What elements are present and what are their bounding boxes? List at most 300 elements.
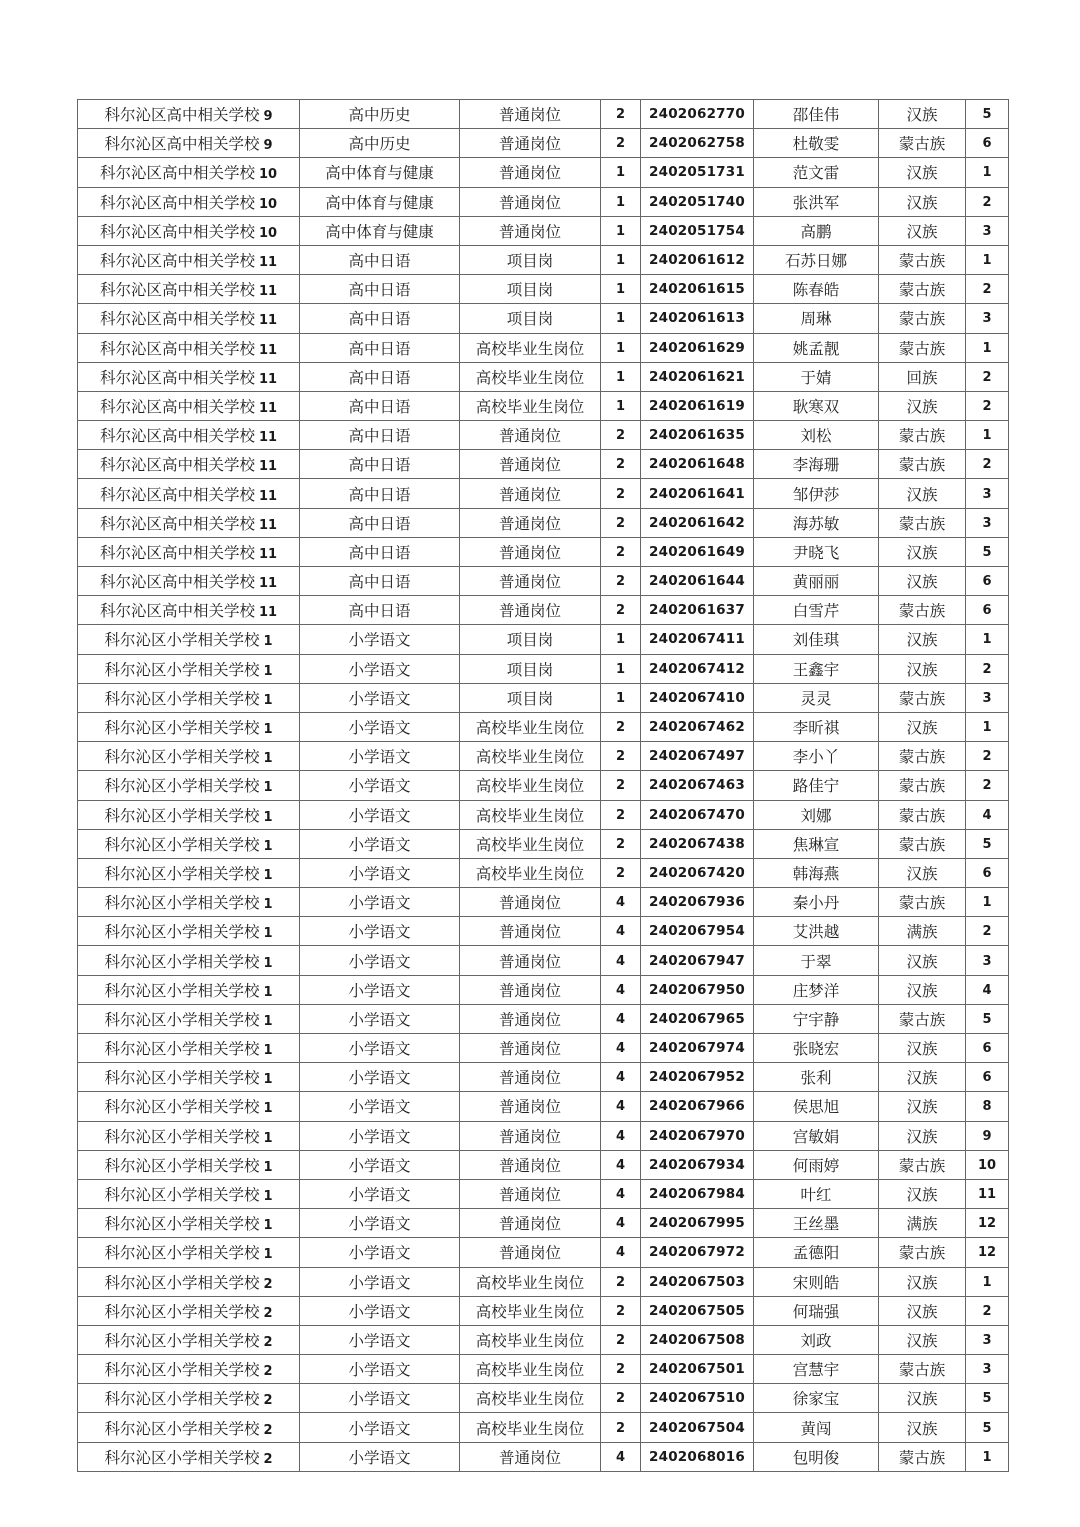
cell-school: 科尔沁区小学相关学校 1 (78, 654, 300, 683)
table-row (78, 596, 1009, 625)
cell-position-type: 普通岗位 (460, 1034, 601, 1063)
cell-candidate-id: 2402068016 (641, 1442, 754, 1471)
cell-rank: 2 (966, 917, 1009, 946)
results-table (77, 99, 1009, 1472)
cell-position-type: 高校毕业生岗位 (460, 771, 601, 800)
cell-position-type: 项目岗 (460, 304, 601, 333)
cell-subject: 高中日语 (300, 596, 460, 625)
cell-candidate-id: 2402067974 (641, 1034, 754, 1063)
cell-ethnicity: 汉族 (879, 479, 966, 508)
cell-candidate-id: 2402067438 (641, 829, 754, 858)
cell-position-type: 项目岗 (460, 683, 601, 712)
cell-candidate-id: 2402062770 (641, 100, 754, 129)
cell-ethnicity: 回族 (879, 362, 966, 391)
cell-school: 科尔沁区高中相关学校 11 (78, 450, 300, 479)
cell-position-type: 普通岗位 (460, 1150, 601, 1179)
cell-name: 邵佳伟 (754, 100, 879, 129)
cell-candidate-id: 2402067501 (641, 1355, 754, 1384)
cell-count: 2 (601, 712, 641, 741)
cell-ethnicity: 蒙古族 (879, 508, 966, 537)
cell-position-type: 普通岗位 (460, 917, 601, 946)
cell-position-type: 项目岗 (460, 275, 601, 304)
cell-ethnicity: 汉族 (879, 1267, 966, 1296)
cell-count: 2 (601, 1325, 641, 1354)
cell-ethnicity: 汉族 (879, 1063, 966, 1092)
cell-subject: 小学语文 (300, 1442, 460, 1471)
cell-subject: 小学语文 (300, 858, 460, 887)
cell-count: 4 (601, 1179, 641, 1208)
table-row (78, 421, 1009, 450)
cell-school: 科尔沁区高中相关学校 11 (78, 304, 300, 333)
cell-candidate-id: 2402067952 (641, 1063, 754, 1092)
cell-candidate-id: 2402062758 (641, 129, 754, 158)
cell-rank: 11 (966, 1179, 1009, 1208)
cell-rank: 1 (966, 625, 1009, 654)
cell-candidate-id: 2402067503 (641, 1267, 754, 1296)
cell-rank: 5 (966, 1384, 1009, 1413)
cell-name: 李海珊 (754, 450, 879, 479)
cell-subject: 小学语文 (300, 1413, 460, 1442)
table-row (78, 1150, 1009, 1179)
table-row (78, 187, 1009, 216)
cell-count: 1 (601, 216, 641, 245)
cell-ethnicity: 蒙古族 (879, 771, 966, 800)
cell-school: 科尔沁区小学相关学校 1 (78, 771, 300, 800)
cell-rank: 5 (966, 100, 1009, 129)
cell-ethnicity: 汉族 (879, 567, 966, 596)
table-row (78, 1092, 1009, 1121)
cell-ethnicity: 汉族 (879, 1296, 966, 1325)
cell-subject: 高中日语 (300, 508, 460, 537)
cell-position-type: 项目岗 (460, 625, 601, 654)
cell-ethnicity: 汉族 (879, 654, 966, 683)
cell-count: 4 (601, 1238, 641, 1267)
cell-school: 科尔沁区小学相关学校 2 (78, 1384, 300, 1413)
cell-count: 2 (601, 508, 641, 537)
cell-ethnicity: 满族 (879, 1209, 966, 1238)
cell-subject: 小学语文 (300, 1238, 460, 1267)
cell-position-type: 普通岗位 (460, 421, 601, 450)
cell-school: 科尔沁区高中相关学校 11 (78, 508, 300, 537)
cell-count: 4 (601, 888, 641, 917)
cell-name: 叶红 (754, 1179, 879, 1208)
table-row (78, 567, 1009, 596)
cell-count: 1 (601, 391, 641, 420)
cell-count: 4 (601, 946, 641, 975)
cell-name: 韩海燕 (754, 858, 879, 887)
cell-count: 2 (601, 742, 641, 771)
cell-ethnicity: 汉族 (879, 1179, 966, 1208)
table-row (78, 1121, 1009, 1150)
cell-rank: 1 (966, 421, 1009, 450)
cell-school: 科尔沁区小学相关学校 1 (78, 1063, 300, 1092)
cell-count: 2 (601, 479, 641, 508)
cell-rank: 10 (966, 1150, 1009, 1179)
cell-name: 李小丫 (754, 742, 879, 771)
cell-position-type: 普通岗位 (460, 479, 601, 508)
table-row (78, 1209, 1009, 1238)
cell-rank: 6 (966, 1034, 1009, 1063)
cell-count: 4 (601, 1442, 641, 1471)
cell-name: 黄丽丽 (754, 567, 879, 596)
cell-candidate-id: 2402051740 (641, 187, 754, 216)
cell-school: 科尔沁区小学相关学校 1 (78, 800, 300, 829)
cell-rank: 2 (966, 362, 1009, 391)
cell-ethnicity: 蒙古族 (879, 304, 966, 333)
cell-subject: 高中日语 (300, 567, 460, 596)
table-row (78, 888, 1009, 917)
cell-position-type: 普通岗位 (460, 946, 601, 975)
cell-count: 1 (601, 187, 641, 216)
cell-school: 科尔沁区高中相关学校 11 (78, 567, 300, 596)
cell-name: 尹晓飞 (754, 537, 879, 566)
cell-position-type: 高校毕业生岗位 (460, 800, 601, 829)
cell-school: 科尔沁区小学相关学校 2 (78, 1413, 300, 1442)
cell-school: 科尔沁区小学相关学校 1 (78, 742, 300, 771)
cell-subject: 小学语文 (300, 1121, 460, 1150)
cell-rank: 12 (966, 1238, 1009, 1267)
cell-rank: 1 (966, 158, 1009, 187)
cell-name: 焦琳宣 (754, 829, 879, 858)
table-row (78, 1004, 1009, 1033)
cell-subject: 小学语文 (300, 1063, 460, 1092)
cell-rank: 1 (966, 245, 1009, 274)
cell-count: 2 (601, 129, 641, 158)
cell-subject: 高中日语 (300, 421, 460, 450)
cell-name: 侯思旭 (754, 1092, 879, 1121)
cell-position-type: 普通岗位 (460, 100, 601, 129)
cell-name: 张晓宏 (754, 1034, 879, 1063)
table-row (78, 742, 1009, 771)
cell-candidate-id: 2402067470 (641, 800, 754, 829)
cell-school: 科尔沁区高中相关学校 9 (78, 100, 300, 129)
table-row (78, 479, 1009, 508)
cell-rank: 5 (966, 1004, 1009, 1033)
cell-name: 刘松 (754, 421, 879, 450)
cell-candidate-id: 2402067463 (641, 771, 754, 800)
cell-subject: 小学语文 (300, 1092, 460, 1121)
cell-rank: 2 (966, 391, 1009, 420)
table-row (78, 975, 1009, 1004)
cell-subject: 小学语文 (300, 1150, 460, 1179)
cell-position-type: 普通岗位 (460, 567, 601, 596)
cell-position-type: 普通岗位 (460, 1004, 601, 1033)
cell-school: 科尔沁区高中相关学校 10 (78, 158, 300, 187)
cell-ethnicity: 蒙古族 (879, 421, 966, 450)
cell-count: 4 (601, 1209, 641, 1238)
cell-subject: 小学语文 (300, 683, 460, 712)
table-row (78, 858, 1009, 887)
cell-name: 宫慧宇 (754, 1355, 879, 1384)
cell-ethnicity: 汉族 (879, 975, 966, 1004)
cell-count: 4 (601, 917, 641, 946)
cell-name: 李昕祺 (754, 712, 879, 741)
cell-position-type: 普通岗位 (460, 508, 601, 537)
cell-school: 科尔沁区小学相关学校 1 (78, 625, 300, 654)
cell-school: 科尔沁区小学相关学校 1 (78, 1004, 300, 1033)
table-row (78, 158, 1009, 187)
table-row (78, 829, 1009, 858)
cell-subject: 小学语文 (300, 625, 460, 654)
cell-rank: 2 (966, 654, 1009, 683)
cell-count: 2 (601, 858, 641, 887)
cell-name: 王丝墨 (754, 1209, 879, 1238)
cell-subject: 小学语文 (300, 1034, 460, 1063)
cell-ethnicity: 汉族 (879, 1121, 966, 1150)
table-row (78, 537, 1009, 566)
table-row (78, 333, 1009, 362)
table-row (78, 1267, 1009, 1296)
cell-candidate-id: 2402061635 (641, 421, 754, 450)
cell-position-type: 高校毕业生岗位 (460, 858, 601, 887)
cell-rank: 2 (966, 1296, 1009, 1325)
cell-candidate-id: 2402067984 (641, 1179, 754, 1208)
cell-position-type: 普通岗位 (460, 1209, 601, 1238)
cell-ethnicity: 汉族 (879, 712, 966, 741)
cell-school: 科尔沁区小学相关学校 1 (78, 917, 300, 946)
cell-candidate-id: 2402067504 (641, 1413, 754, 1442)
cell-name: 邹伊莎 (754, 479, 879, 508)
cell-ethnicity: 蒙古族 (879, 1004, 966, 1033)
cell-count: 2 (601, 829, 641, 858)
cell-count: 1 (601, 625, 641, 654)
cell-position-type: 普通岗位 (460, 450, 601, 479)
cell-rank: 6 (966, 596, 1009, 625)
cell-count: 1 (601, 275, 641, 304)
cell-subject: 小学语文 (300, 712, 460, 741)
cell-candidate-id: 2402061641 (641, 479, 754, 508)
cell-name: 刘政 (754, 1325, 879, 1354)
cell-position-type: 普通岗位 (460, 888, 601, 917)
cell-rank: 3 (966, 683, 1009, 712)
cell-position-type: 普通岗位 (460, 1063, 601, 1092)
cell-ethnicity: 汉族 (879, 1092, 966, 1121)
cell-count: 4 (601, 1092, 641, 1121)
cell-subject: 小学语文 (300, 800, 460, 829)
cell-count: 4 (601, 1150, 641, 1179)
cell-ethnicity: 汉族 (879, 625, 966, 654)
cell-count: 2 (601, 1355, 641, 1384)
cell-subject: 小学语文 (300, 742, 460, 771)
cell-subject: 高中体育与健康 (300, 216, 460, 245)
cell-subject: 高中日语 (300, 391, 460, 420)
cell-count: 1 (601, 245, 641, 274)
cell-rank: 6 (966, 858, 1009, 887)
cell-candidate-id: 2402067508 (641, 1325, 754, 1354)
cell-ethnicity: 蒙古族 (879, 245, 966, 274)
cell-rank: 2 (966, 187, 1009, 216)
cell-candidate-id: 2402067995 (641, 1209, 754, 1238)
cell-subject: 小学语文 (300, 1267, 460, 1296)
cell-candidate-id: 2402067410 (641, 683, 754, 712)
cell-candidate-id: 2402067510 (641, 1384, 754, 1413)
cell-position-type: 项目岗 (460, 245, 601, 274)
cell-name: 刘娜 (754, 800, 879, 829)
cell-ethnicity: 汉族 (879, 946, 966, 975)
cell-subject: 小学语文 (300, 829, 460, 858)
cell-position-type: 普通岗位 (460, 216, 601, 245)
cell-count: 1 (601, 362, 641, 391)
cell-position-type: 高校毕业生岗位 (460, 712, 601, 741)
cell-rank: 8 (966, 1092, 1009, 1121)
cell-school: 科尔沁区小学相关学校 1 (78, 683, 300, 712)
cell-name: 姚孟靓 (754, 333, 879, 362)
cell-candidate-id: 2402061619 (641, 391, 754, 420)
table-row (78, 946, 1009, 975)
cell-subject: 高中历史 (300, 129, 460, 158)
cell-ethnicity: 汉族 (879, 158, 966, 187)
cell-ethnicity: 蒙古族 (879, 333, 966, 362)
cell-ethnicity: 蒙古族 (879, 829, 966, 858)
table-row (78, 1442, 1009, 1471)
cell-subject: 小学语文 (300, 1296, 460, 1325)
cell-school: 科尔沁区高中相关学校 9 (78, 129, 300, 158)
cell-name: 何瑞强 (754, 1296, 879, 1325)
cell-candidate-id: 2402061644 (641, 567, 754, 596)
cell-position-type: 高校毕业生岗位 (460, 829, 601, 858)
table-row (78, 917, 1009, 946)
cell-name: 何雨婷 (754, 1150, 879, 1179)
cell-rank: 5 (966, 829, 1009, 858)
table-row (78, 216, 1009, 245)
cell-school: 科尔沁区小学相关学校 1 (78, 975, 300, 1004)
cell-candidate-id: 2402067505 (641, 1296, 754, 1325)
cell-name: 包明俊 (754, 1442, 879, 1471)
cell-school: 科尔沁区小学相关学校 2 (78, 1267, 300, 1296)
cell-candidate-id: 2402067972 (641, 1238, 754, 1267)
table-row (78, 1179, 1009, 1208)
cell-position-type: 高校毕业生岗位 (460, 391, 601, 420)
cell-subject: 小学语文 (300, 1209, 460, 1238)
cell-ethnicity: 汉族 (879, 537, 966, 566)
cell-candidate-id: 2402061613 (641, 304, 754, 333)
cell-subject: 高中日语 (300, 304, 460, 333)
cell-ethnicity: 蒙古族 (879, 1150, 966, 1179)
cell-name: 张洪军 (754, 187, 879, 216)
table-row (78, 1325, 1009, 1354)
cell-name: 庄梦洋 (754, 975, 879, 1004)
cell-subject: 小学语文 (300, 654, 460, 683)
cell-ethnicity: 蒙古族 (879, 596, 966, 625)
cell-rank: 3 (966, 304, 1009, 333)
cell-position-type: 普通岗位 (460, 537, 601, 566)
cell-subject: 小学语文 (300, 1384, 460, 1413)
cell-school: 科尔沁区小学相关学校 1 (78, 712, 300, 741)
cell-school: 科尔沁区高中相关学校 11 (78, 391, 300, 420)
cell-candidate-id: 2402067950 (641, 975, 754, 1004)
cell-name: 张利 (754, 1063, 879, 1092)
cell-ethnicity: 蒙古族 (879, 1238, 966, 1267)
cell-position-type: 高校毕业生岗位 (460, 742, 601, 771)
table-row (78, 100, 1009, 129)
cell-subject: 小学语文 (300, 1179, 460, 1208)
cell-school: 科尔沁区小学相关学校 1 (78, 946, 300, 975)
cell-school: 科尔沁区小学相关学校 2 (78, 1325, 300, 1354)
cell-school: 科尔沁区小学相关学校 1 (78, 1150, 300, 1179)
cell-candidate-id: 2402067497 (641, 742, 754, 771)
cell-count: 2 (601, 1384, 641, 1413)
cell-candidate-id: 2402061615 (641, 275, 754, 304)
cell-rank: 1 (966, 888, 1009, 917)
cell-rank: 3 (966, 1325, 1009, 1354)
cell-ethnicity: 蒙古族 (879, 1442, 966, 1471)
cell-position-type: 普通岗位 (460, 1121, 601, 1150)
table-row (78, 625, 1009, 654)
table-row (78, 1355, 1009, 1384)
cell-position-type: 普通岗位 (460, 158, 601, 187)
cell-position-type: 高校毕业生岗位 (460, 362, 601, 391)
cell-school: 科尔沁区高中相关学校 11 (78, 275, 300, 304)
cell-school: 科尔沁区小学相关学校 1 (78, 858, 300, 887)
cell-subject: 小学语文 (300, 1355, 460, 1384)
cell-ethnicity: 蒙古族 (879, 1355, 966, 1384)
cell-name: 灵灵 (754, 683, 879, 712)
cell-ethnicity: 蒙古族 (879, 888, 966, 917)
cell-ethnicity: 蒙古族 (879, 683, 966, 712)
cell-subject: 高中日语 (300, 275, 460, 304)
cell-candidate-id: 2402061649 (641, 537, 754, 566)
cell-rank: 1 (966, 1267, 1009, 1296)
cell-position-type: 普通岗位 (460, 975, 601, 1004)
cell-count: 4 (601, 1121, 641, 1150)
table-row (78, 712, 1009, 741)
cell-candidate-id: 2402061621 (641, 362, 754, 391)
cell-school: 科尔沁区高中相关学校 10 (78, 216, 300, 245)
cell-name: 王鑫宇 (754, 654, 879, 683)
table-row (78, 1063, 1009, 1092)
cell-candidate-id: 2402067954 (641, 917, 754, 946)
table-row (78, 129, 1009, 158)
cell-school: 科尔沁区小学相关学校 1 (78, 888, 300, 917)
cell-subject: 小学语文 (300, 975, 460, 1004)
cell-name: 耿寒双 (754, 391, 879, 420)
cell-school: 科尔沁区小学相关学校 2 (78, 1442, 300, 1471)
cell-name: 海苏敏 (754, 508, 879, 537)
cell-school: 科尔沁区高中相关学校 11 (78, 537, 300, 566)
cell-ethnicity: 汉族 (879, 858, 966, 887)
cell-ethnicity: 蒙古族 (879, 800, 966, 829)
cell-count: 1 (601, 654, 641, 683)
cell-school: 科尔沁区小学相关学校 1 (78, 1121, 300, 1150)
cell-ethnicity: 汉族 (879, 187, 966, 216)
table-row (78, 450, 1009, 479)
cell-ethnicity: 蒙古族 (879, 742, 966, 771)
table-row (78, 304, 1009, 333)
cell-name: 于翠 (754, 946, 879, 975)
cell-subject: 高中体育与健康 (300, 187, 460, 216)
cell-school: 科尔沁区小学相关学校 2 (78, 1296, 300, 1325)
cell-school: 科尔沁区小学相关学校 1 (78, 1179, 300, 1208)
cell-position-type: 普通岗位 (460, 1092, 601, 1121)
cell-position-type: 高校毕业生岗位 (460, 1384, 601, 1413)
cell-school: 科尔沁区高中相关学校 11 (78, 421, 300, 450)
cell-school: 科尔沁区高中相关学校 11 (78, 479, 300, 508)
cell-candidate-id: 2402061612 (641, 245, 754, 274)
table-row (78, 275, 1009, 304)
cell-rank: 3 (966, 479, 1009, 508)
cell-name: 宁宇静 (754, 1004, 879, 1033)
cell-position-type: 高校毕业生岗位 (460, 333, 601, 362)
cell-ethnicity: 汉族 (879, 1034, 966, 1063)
table-row (78, 1296, 1009, 1325)
cell-subject: 小学语文 (300, 771, 460, 800)
cell-ethnicity: 蒙古族 (879, 129, 966, 158)
cell-name: 周琳 (754, 304, 879, 333)
cell-rank: 5 (966, 1413, 1009, 1442)
cell-count: 2 (601, 1296, 641, 1325)
cell-rank: 3 (966, 946, 1009, 975)
cell-ethnicity: 蒙古族 (879, 450, 966, 479)
